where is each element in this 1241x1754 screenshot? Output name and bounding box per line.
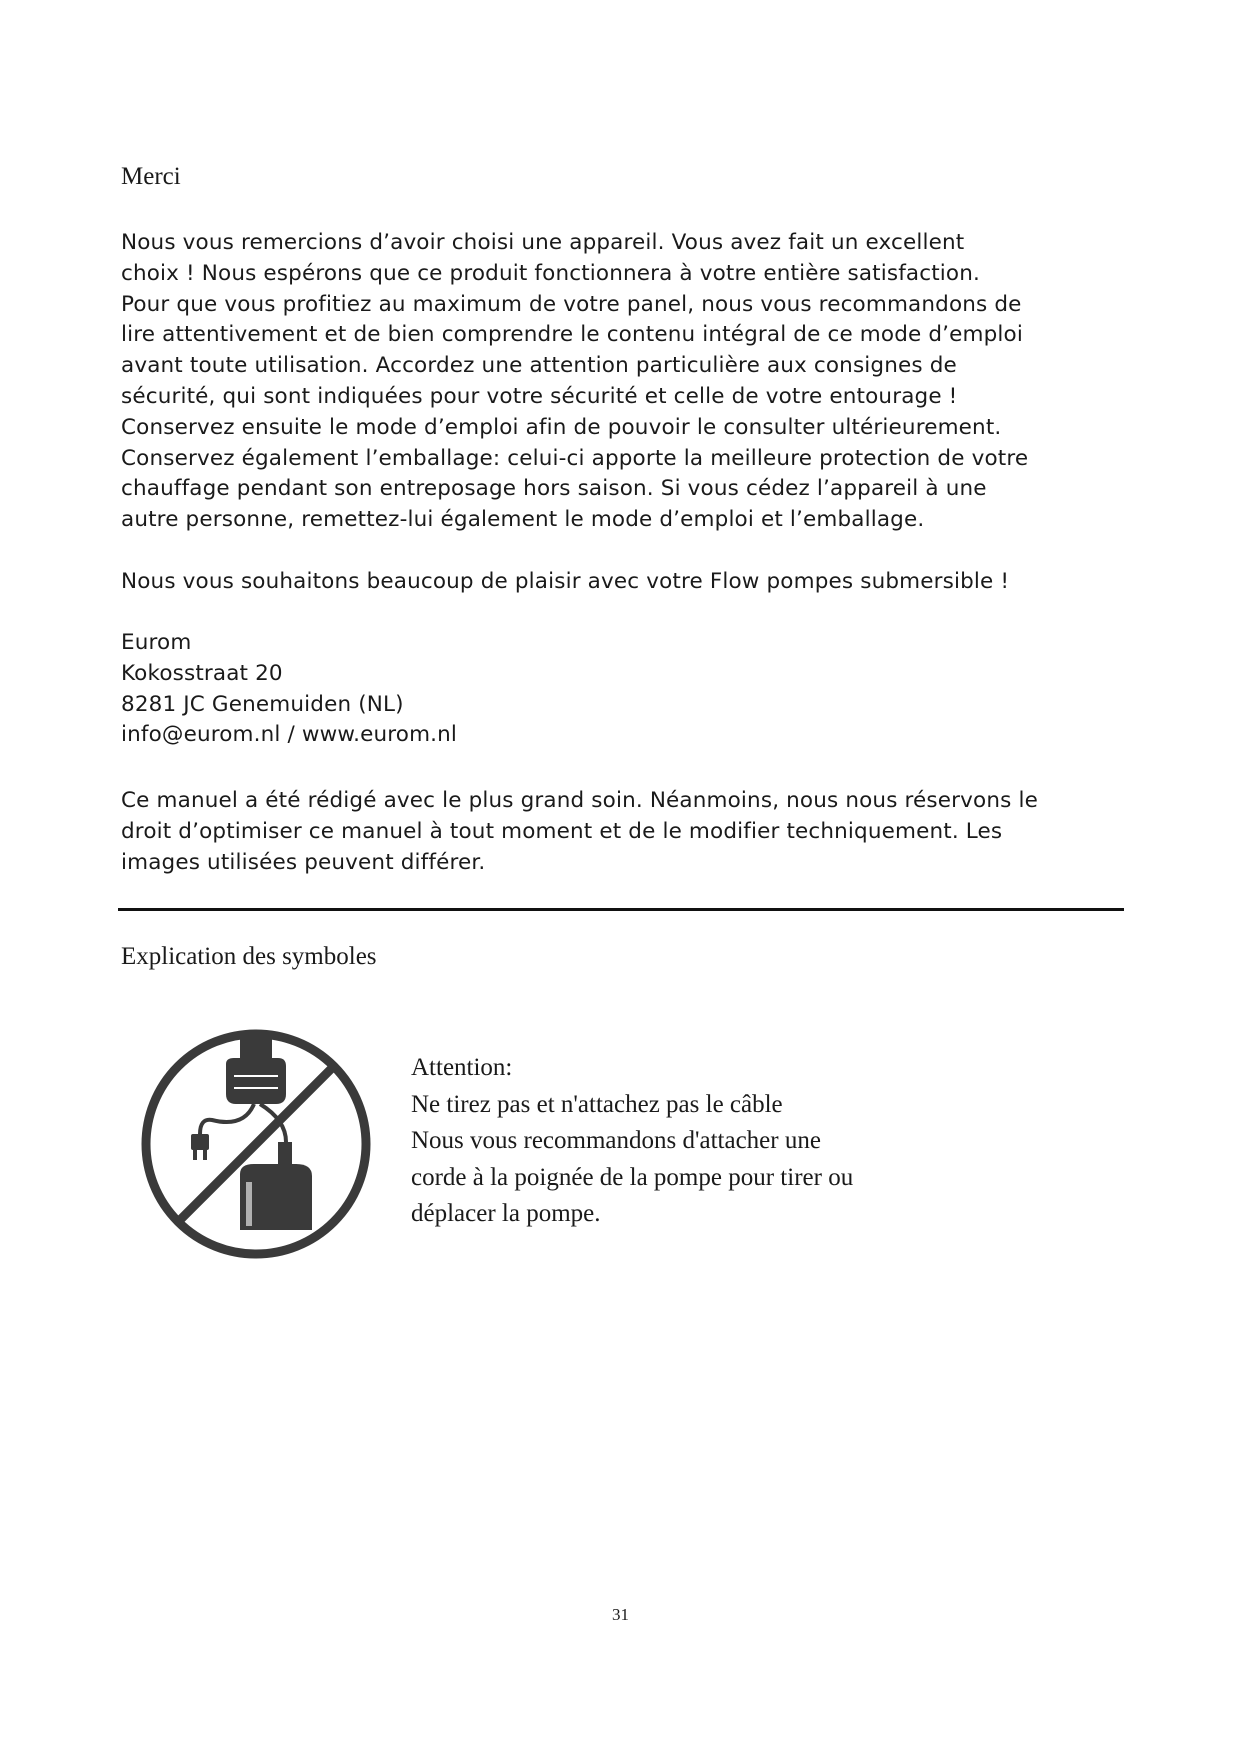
symbol-line: déplacer la pompe. xyxy=(411,1200,601,1227)
intro-line: Nous vous remercions d’avoir choisi une appareil. Vous avez fait un excellent xyxy=(121,230,965,255)
disclaimer-line: Ce manuel a été rédigé avec le plus grand soin. Néanmoins, nous nous réservons le xyxy=(121,788,1038,813)
hand-wrist xyxy=(240,1034,272,1060)
section-divider xyxy=(118,908,1124,911)
intro-paragraph xyxy=(121,228,1131,536)
symbol-line: corde à la poignée de la pompe pour tirer ou xyxy=(411,1163,854,1191)
company-name: Eurom xyxy=(121,630,192,655)
page-number: 31 xyxy=(612,1605,629,1624)
symbol-description xyxy=(411,1050,853,1233)
symbol-line: Ne tirez pas et n'attachez pas le câble xyxy=(411,1090,783,1118)
heading-symbols: Explication des symboles xyxy=(121,943,377,970)
contact-line: info@eurom.nl / www.eurom.nl xyxy=(121,722,458,748)
intro-line: Conservez également l’emballage: celui-ci apporte la meilleure protection de votre xyxy=(121,445,1029,471)
plug-body xyxy=(191,1134,209,1150)
symbol-line: Nous vous recommandons d'attacher une xyxy=(411,1127,821,1154)
wish-line: Nous vous souhaitons beaucoup de plaisir avec votre Flow pompes submersible ! xyxy=(121,569,1010,594)
street-address: Kokosstraat 20 xyxy=(121,660,283,686)
disclaimer-line: images utilisées peuvent différer. xyxy=(121,849,486,875)
wish-paragraph xyxy=(121,567,1131,598)
intro-line: chauffage pendant son entreposage hors saison. Si vous cédez l’appareil à une xyxy=(121,476,987,502)
symbol-line: Attention: xyxy=(411,1054,513,1081)
intro-line: avant toute utilisation. Accordez une attention particulière aux consignes de xyxy=(121,353,957,379)
intro-line: sécurité, qui sont indiquées pour votre sécurité et celle de votre entourage ! xyxy=(121,383,958,409)
intro-line: choix ! Nous espérons que ce produit fonctionnera à votre entière satisfaction. xyxy=(121,260,980,286)
intro-line: Conservez ensuite le mode d’emploi afin de pouvoir le consulter ultérieurement. xyxy=(121,414,1002,440)
disclaimer-paragraph xyxy=(121,786,1131,878)
city-address: 8281 JC Genemuiden (NL) xyxy=(121,691,404,717)
disclaimer-line: droit d’optimiser ce manuel à tout moment et de le modifier techniquement. Les xyxy=(121,818,1003,844)
intro-line: lire attentivement et de bien comprendre le contenu intégral de ce mode d’emploi xyxy=(121,322,1023,348)
intro-line: autre personne, remettez-lui également le mode d’emploi et l’emballage. xyxy=(121,507,925,533)
heading-merci: Merci xyxy=(121,163,181,190)
intro-line: Pour que vous profitiez au maximum de votre panel, nous vous recommandons de xyxy=(121,291,1022,317)
cable xyxy=(200,1104,254,1134)
hand-fist xyxy=(226,1058,286,1104)
address-block xyxy=(121,628,1131,751)
no-pulling-cable-icon xyxy=(136,1024,376,1264)
